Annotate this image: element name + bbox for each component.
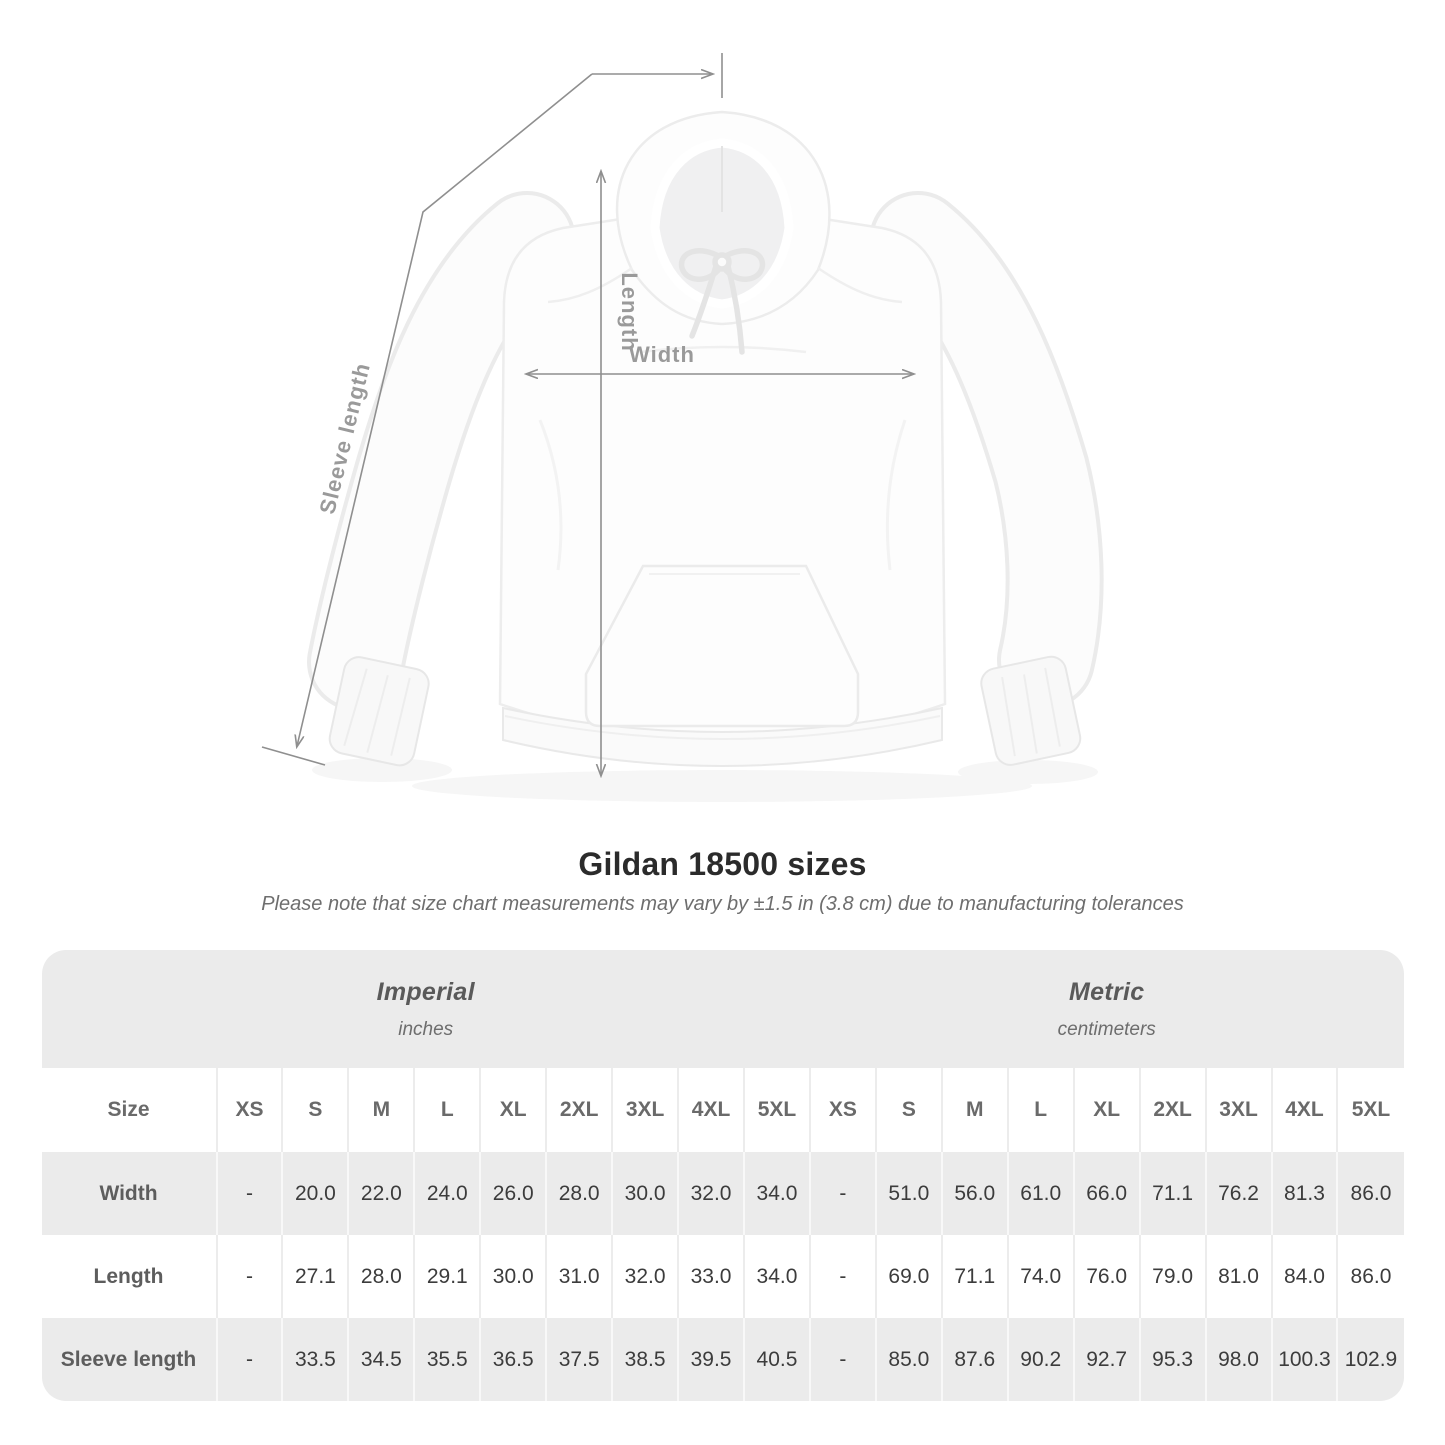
- measurement-row-label: Length: [42, 1235, 217, 1318]
- measurement-value-cell: 34.0: [744, 1152, 810, 1235]
- size-column-header: 2XL: [546, 1068, 612, 1152]
- measurement-value-cell: 36.5: [480, 1318, 546, 1401]
- size-column-header: 4XL: [678, 1068, 744, 1152]
- size-column-header: XL: [480, 1068, 546, 1152]
- measurement-value-cell: 86.0: [1337, 1235, 1403, 1318]
- measurement-value-cell: 27.1: [282, 1235, 348, 1318]
- measurement-value-cell: 35.5: [414, 1318, 480, 1401]
- size-column-header: S: [282, 1068, 348, 1152]
- measurement-value-cell: 76.0: [1074, 1235, 1140, 1318]
- metric-unit: centimeters: [1057, 1018, 1156, 1040]
- measurement-value-cell: 81.0: [1206, 1235, 1272, 1318]
- measurement-row: [42, 1235, 1404, 1318]
- measurement-value-cell: 81.3: [1272, 1152, 1338, 1235]
- measurement-value-cell: -: [217, 1152, 283, 1235]
- measurement-value-cell: 40.5: [744, 1318, 810, 1401]
- measurement-value-cell: 71.1: [942, 1235, 1008, 1318]
- measurement-value-cell: 20.0: [282, 1152, 348, 1235]
- measurement-value-cell: 66.0: [1074, 1152, 1140, 1235]
- metric-group-header: [810, 950, 1404, 1068]
- title-block: [0, 846, 1445, 916]
- hoodie-left-sleeve: [327, 240, 527, 768]
- measurement-value-cell: 100.3: [1272, 1318, 1338, 1401]
- measurement-value-cell: 95.3: [1140, 1318, 1206, 1401]
- measurement-value-cell: 33.0: [678, 1235, 744, 1318]
- measurement-value-cell: 38.5: [612, 1318, 678, 1401]
- size-header-row: [42, 1068, 1404, 1152]
- measurement-value-cell: 56.0: [942, 1152, 1008, 1235]
- size-column-header: S: [876, 1068, 942, 1152]
- size-column-header: 5XL: [1337, 1068, 1403, 1152]
- size-column-header: XS: [217, 1068, 283, 1152]
- size-column-header: XL: [1074, 1068, 1140, 1152]
- size-header-cell: Size: [42, 1068, 217, 1152]
- length-label: Length: [617, 272, 642, 352]
- measurement-value-cell: 33.5: [282, 1318, 348, 1401]
- size-column-header: 5XL: [744, 1068, 810, 1152]
- measurement-value-cell: 29.1: [414, 1235, 480, 1318]
- measurement-value-cell: 28.0: [546, 1152, 612, 1235]
- size-column-header: M: [942, 1068, 1008, 1152]
- measurement-value-cell: -: [217, 1318, 283, 1401]
- measurement-value-cell: -: [810, 1235, 876, 1318]
- measurement-row-label: Sleeve length: [42, 1318, 217, 1401]
- measurement-value-cell: 32.0: [678, 1152, 744, 1235]
- measurement-value-cell: 32.0: [612, 1235, 678, 1318]
- measurement-value-cell: -: [810, 1318, 876, 1401]
- measurement-value-cell: -: [810, 1152, 876, 1235]
- size-column-header: L: [414, 1068, 480, 1152]
- imperial-group-header: [42, 950, 810, 1068]
- measurement-value-cell: 37.5: [546, 1318, 612, 1401]
- unit-group-row: [42, 950, 1404, 1068]
- measurement-value-cell: 90.2: [1008, 1318, 1074, 1401]
- size-column-header: XS: [810, 1068, 876, 1152]
- measurement-value-cell: 22.0: [348, 1152, 414, 1235]
- measurement-value-cell: 76.2: [1206, 1152, 1272, 1235]
- size-column-header: M: [348, 1068, 414, 1152]
- measurement-value-cell: 30.0: [480, 1235, 546, 1318]
- measurement-value-cell: 74.0: [1008, 1235, 1074, 1318]
- size-chart-table-wrap: [42, 950, 1404, 1401]
- measurement-value-cell: 85.0: [876, 1318, 942, 1401]
- size-column-header: 3XL: [612, 1068, 678, 1152]
- page-subtitle: Please note that size chart measurements may vary by ±1.5 in (3.8 cm) due to manufacturing tolerances: [261, 893, 1184, 915]
- measurement-value-cell: 86.0: [1337, 1152, 1403, 1235]
- measurement-row: [42, 1152, 1404, 1235]
- measurement-value-cell: 71.1: [1140, 1152, 1206, 1235]
- size-column-header: 3XL: [1206, 1068, 1272, 1152]
- measurement-value-cell: 31.0: [546, 1235, 612, 1318]
- width-label: Width: [629, 342, 695, 367]
- measurement-value-cell: 92.7: [1074, 1318, 1140, 1401]
- measurement-value-cell: 34.0: [744, 1235, 810, 1318]
- measurement-value-cell: 84.0: [1272, 1235, 1338, 1318]
- measurement-value-cell: 30.0: [612, 1152, 678, 1235]
- measurement-value-cell: 26.0: [480, 1152, 546, 1235]
- sleeve-length-label: Sleeve length: [314, 360, 375, 517]
- measurement-value-cell: 61.0: [1008, 1152, 1074, 1235]
- page-title: Gildan 18500 sizes: [578, 846, 867, 882]
- measurement-value-cell: 51.0: [876, 1152, 942, 1235]
- size-column-header: L: [1008, 1068, 1074, 1152]
- cuff-tick: [262, 747, 325, 765]
- measurement-value-cell: 79.0: [1140, 1235, 1206, 1318]
- measurement-value-cell: 87.6: [942, 1318, 1008, 1401]
- size-column-header: 4XL: [1272, 1068, 1338, 1152]
- measurement-value-cell: 34.5: [348, 1318, 414, 1401]
- measurement-value-cell: 24.0: [414, 1152, 480, 1235]
- measurement-value-cell: 102.9: [1337, 1318, 1403, 1401]
- size-chart-table: [42, 950, 1404, 1401]
- metric-label: Metric: [1069, 977, 1145, 1006]
- measurement-value-cell: -: [217, 1235, 283, 1318]
- measurement-row: [42, 1318, 1404, 1401]
- measurement-value-cell: 39.5: [678, 1318, 744, 1401]
- measurement-value-cell: 69.0: [876, 1235, 942, 1318]
- measurement-value-cell: 98.0: [1206, 1318, 1272, 1401]
- imperial-label: Imperial: [376, 977, 475, 1006]
- measurement-row-label: Width: [42, 1152, 217, 1235]
- imperial-unit: inches: [398, 1018, 454, 1040]
- measurement-value-cell: 28.0: [348, 1235, 414, 1318]
- size-column-header: 2XL: [1140, 1068, 1206, 1152]
